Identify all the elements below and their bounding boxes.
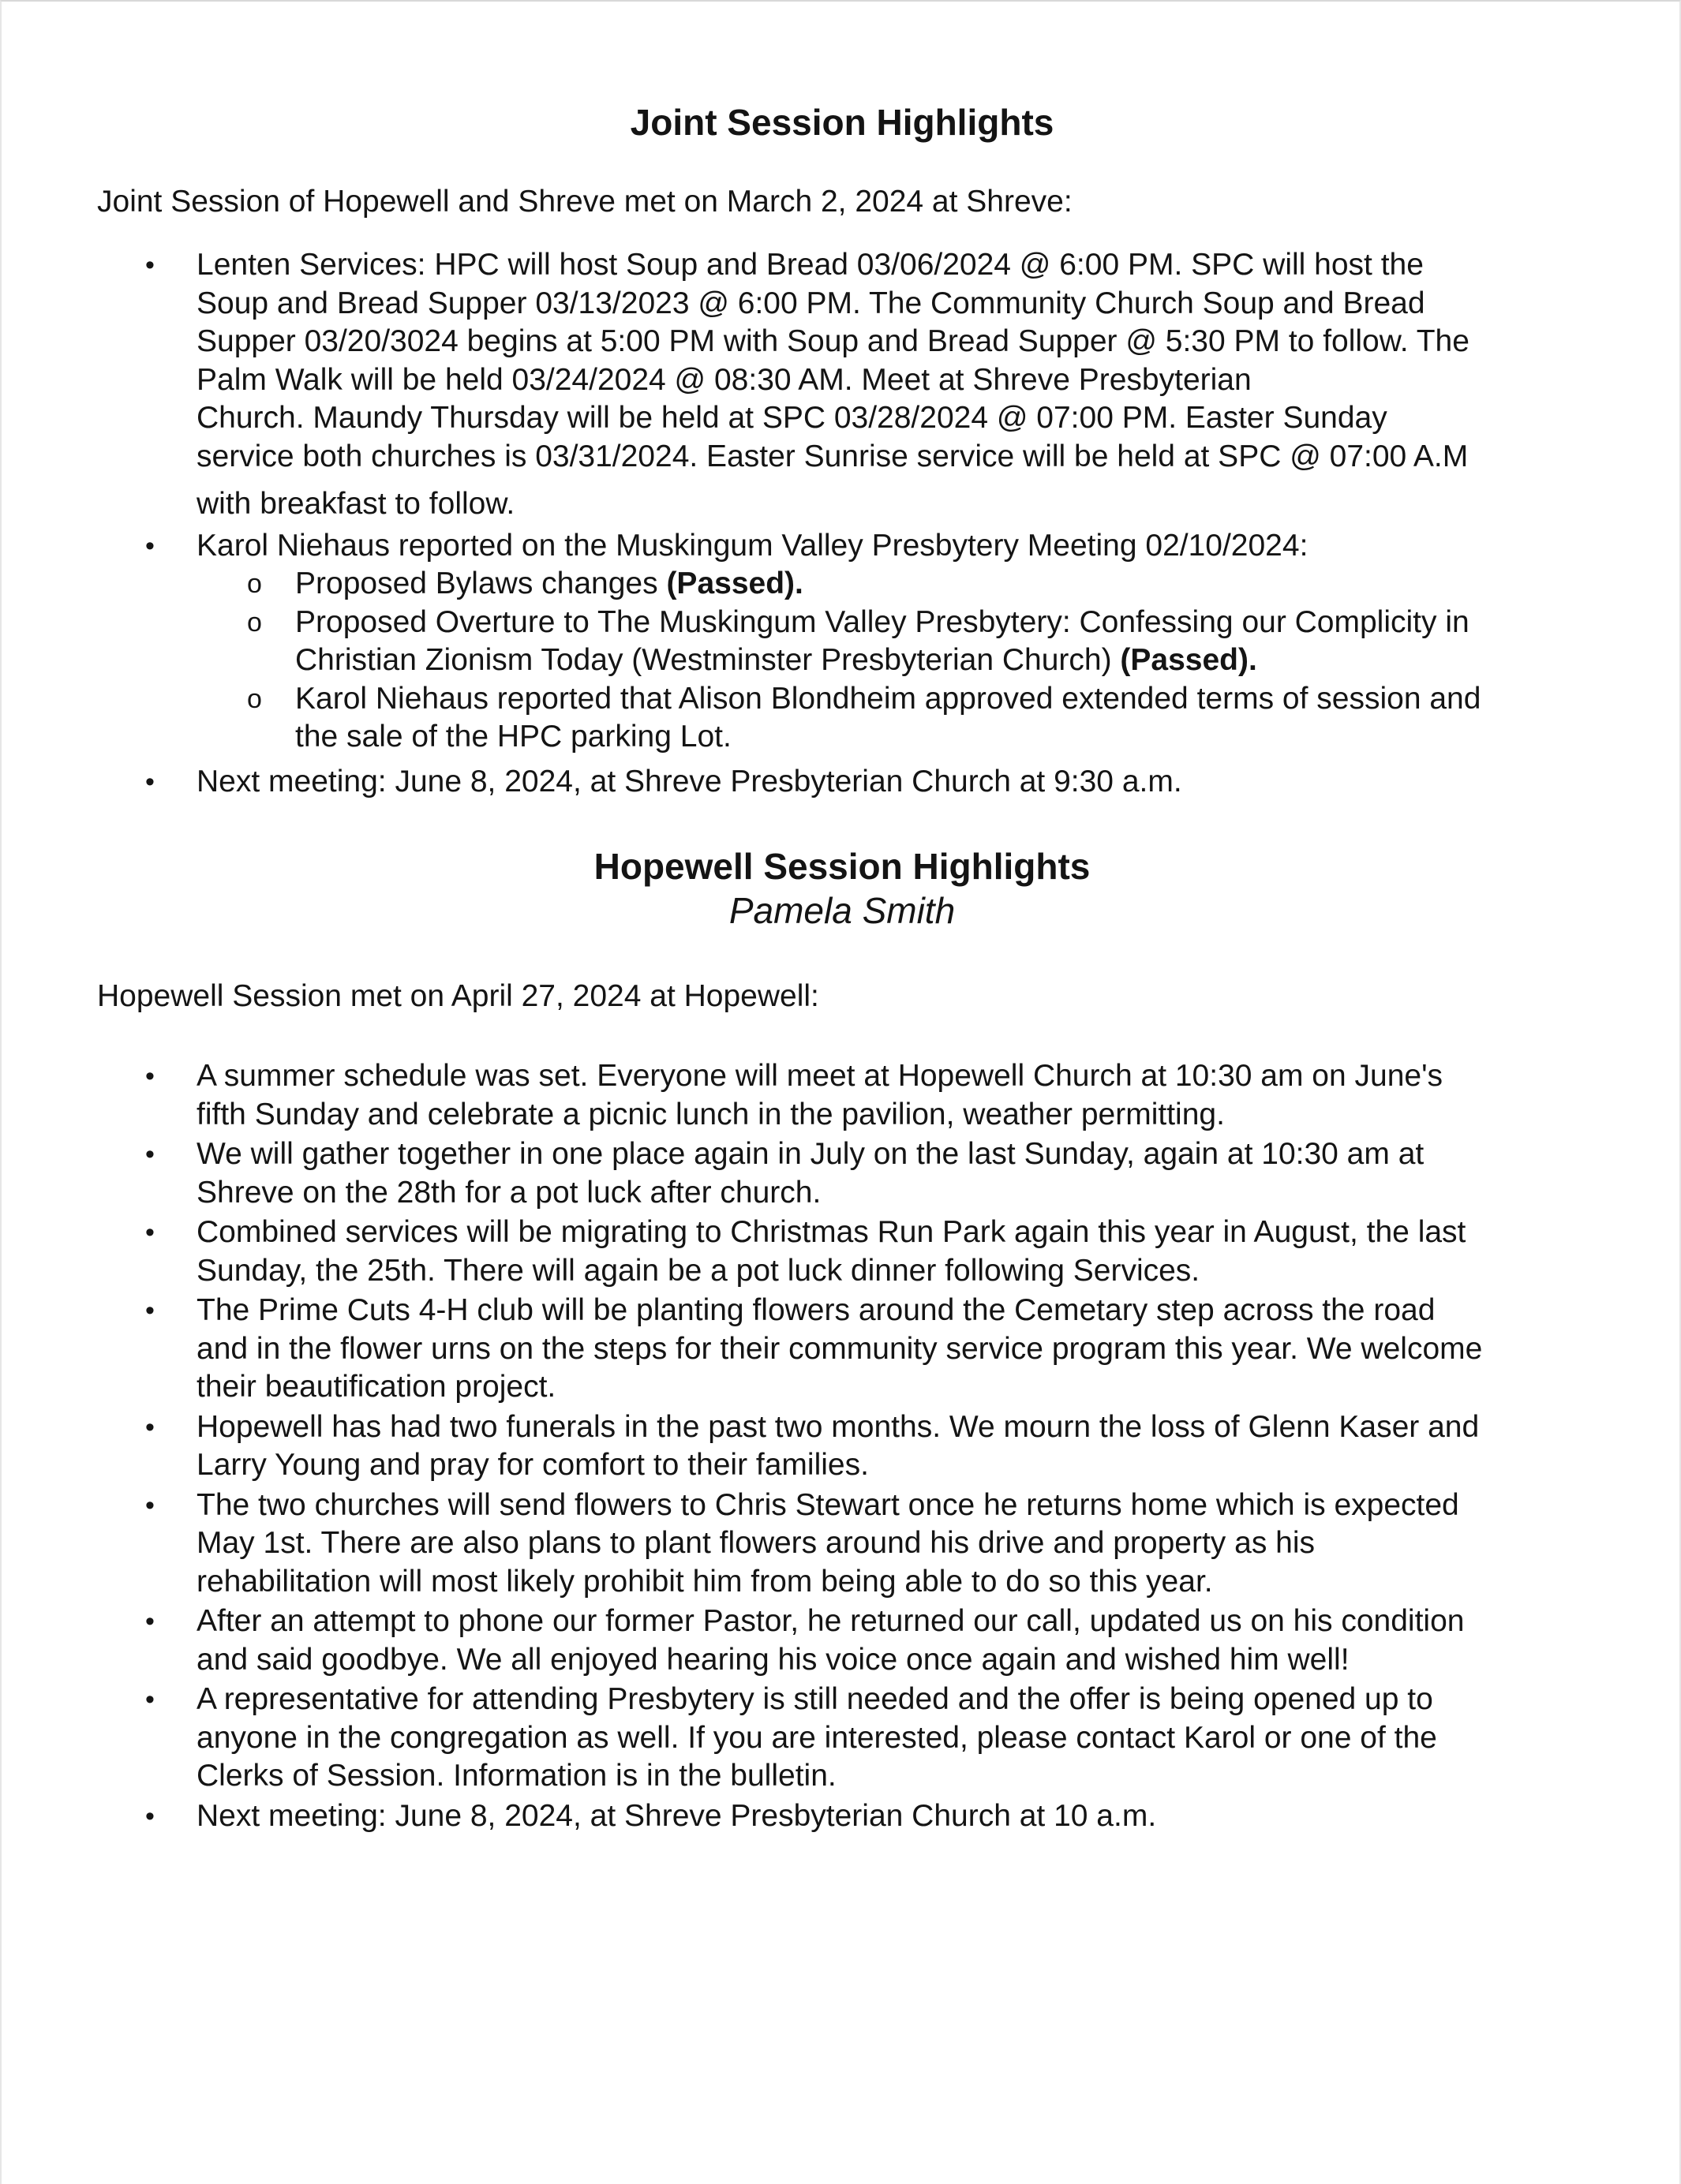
- sublist-item: [196, 680, 1596, 757]
- hopewell-author: Pamela Smith: [728, 890, 956, 931]
- hopewell-list-item: [2, 1408, 1681, 1485]
- list-item-line: May 1st. There are also plans to plant flowers around his drive and property as his: [197, 1526, 1316, 1560]
- lenten-line: Lenten Services: HPC will host Soup and Bread 03/06/2024 @ 6:00 PM. SPC will host the: [197, 248, 1424, 282]
- next-meeting-text: Next meeting: June 8, 2024, at Shreve Presbyterian Church at 9:30 a.m.: [197, 764, 1182, 798]
- hopewell-list-item: [2, 1797, 1681, 1836]
- hopewell-list-item: [2, 1292, 1681, 1407]
- hopewell-list-item: [2, 1681, 1681, 1796]
- list-item-line: rehabilitation will most likely prohibit him from being able to do so this year.: [197, 1564, 1213, 1599]
- joint-session-intro: Joint Session of Hopewell and Shreve met on March 2, 2024 at Shreve:: [97, 185, 1073, 219]
- list-item-line: A representative for attending Presbytery is still needed and the offer is being opened up to: [197, 1682, 1433, 1716]
- list-item-line: fifth Sunday and celebrate a picnic lunch in the pavilion, weather permitting.: [197, 1097, 1225, 1131]
- lenten-line: Palm Walk will be held 03/24/2024 @ 08:30 AM. Meet at Shreve Presbyterian: [197, 362, 1252, 397]
- hopewell-session-intro: Hopewell Session met on April 27, 2024 at Hopewell:: [97, 979, 819, 1013]
- list-item-line: Shreve on the 28th for a pot luck after church.: [197, 1175, 822, 1210]
- bullet-icon: •: [145, 1412, 155, 1442]
- list-item-line: Combined services will be migrating to Christmas Run Park again this year in August, the last: [197, 1215, 1466, 1249]
- list-item-line: The Prime Cuts 4-H club will be planting flowers around the Cemetary step across the road: [197, 1293, 1436, 1327]
- sub-item-text: Christian Zionism Today (Westminster Presbyterian Church): [295, 643, 1121, 677]
- list-item-line: Next meeting: June 8, 2024, at Shreve Presbyterian Church at 10 a.m.: [197, 1798, 1157, 1833]
- joint-next-meeting-item: [2, 763, 1681, 802]
- circle-bullet-icon: o: [247, 683, 262, 714]
- sub-item-text: Proposed Overture to The Muskingum Valley Presbytery: Confessing our Complicity in: [295, 604, 1469, 639]
- hopewell-session-title: Hopewell Session Highlights: [593, 846, 1091, 887]
- list-item-line: Hopewell has had two funerals in the past two months. We mourn the loss of Glenn Kaser and: [197, 1409, 1480, 1444]
- hopewell-session-list: [2, 1057, 1681, 1835]
- list-item-line: and in the flower urns on the steps for their community service program this year. We welcome: [197, 1331, 1483, 1366]
- hopewell-list-item: [2, 1487, 1681, 1602]
- bullet-icon: •: [145, 1139, 155, 1169]
- bullet-icon: •: [145, 1685, 155, 1715]
- bullet-icon: •: [145, 1606, 155, 1636]
- sub-item-text: Proposed Bylaws changes: [295, 567, 667, 600]
- lenten-line: service both churches is 03/31/2024. Easter Sunrise service will be held at SPC @ 07:00 A.M: [197, 439, 1469, 473]
- list-item-line: The two churches will send flowers to Chris Stewart once he returns home which is expected: [197, 1487, 1459, 1522]
- bullet-icon: •: [145, 250, 155, 280]
- lenten-line: Soup and Bread Supper 03/13/2023 @ 6:00 PM. The Community Church Soup and Bread: [197, 286, 1425, 320]
- sub-item-text: the sale of the HPC parking Lot.: [295, 720, 732, 754]
- hopewell-list-item: [2, 1602, 1681, 1679]
- presbytery-report-text: Karol Niehaus reported on the Muskingum Valley Presbytery Meeting 02/10/2024:: [197, 528, 1308, 563]
- list-item-line: We will gather together in one place again in July on the last Sunday, again at 10:30 am at: [197, 1137, 1425, 1171]
- sublist-item: [196, 565, 1596, 604]
- list-item-line: Sunday, the 25th. There will again be a pot luck dinner following Services.: [197, 1253, 1200, 1288]
- sublist-item: [196, 604, 1596, 680]
- presbytery-report-item: [2, 527, 1681, 757]
- presbytery-sublist: [197, 565, 1596, 757]
- circle-bullet-icon: o: [247, 607, 262, 638]
- list-item-line: Clerks of Session. Information is in the bulletin.: [197, 1759, 837, 1793]
- circle-bullet-icon: o: [247, 569, 262, 599]
- joint-session-title: Joint Session Highlights: [630, 102, 1054, 143]
- joint-session-list: [2, 246, 1681, 801]
- passed-label: (Passed).: [1120, 643, 1257, 677]
- bullet-icon: •: [145, 530, 155, 561]
- bullet-icon: •: [145, 1296, 155, 1326]
- hopewell-list-item: [2, 1214, 1681, 1290]
- lenten-services-item: [2, 246, 1681, 524]
- sub-item-text: Karol Niehaus reported that Alison Blondheim approved extended terms of session and: [295, 681, 1481, 716]
- lenten-line: Church. Maundy Thursday will be held at SPC 03/28/2024 @ 07:00 PM. Easter Sunday: [197, 401, 1387, 435]
- hopewell-list-item: [2, 1135, 1681, 1212]
- list-item-line: A summer schedule was set. Everyone will meet at Hopewell Church at 10:30 am on June's: [197, 1059, 1443, 1093]
- lenten-line: with breakfast to follow.: [197, 487, 515, 521]
- list-item-line: and said goodbye. We all enjoyed hearing his voice once again and wished him well!: [197, 1642, 1350, 1677]
- list-item-line: After an attempt to phone our former Pastor, he returned our call, updated us on his condition: [197, 1604, 1465, 1638]
- bullet-icon: •: [145, 1801, 155, 1831]
- bullet-icon: •: [145, 1490, 155, 1520]
- list-item-line: their beautification project.: [197, 1370, 556, 1404]
- list-item-line: anyone in the congregation as well. If you are interested, please contact Karol or one of the: [197, 1720, 1437, 1755]
- list-item-line: Larry Young and pray for comfort to their families.: [197, 1448, 869, 1482]
- bullet-icon: •: [145, 1061, 155, 1091]
- passed-label: (Passed).: [666, 567, 803, 600]
- hopewell-list-item: [2, 1057, 1681, 1134]
- bullet-icon: •: [145, 1217, 155, 1247]
- bullet-icon: •: [145, 766, 155, 797]
- lenten-line: Supper 03/20/3024 begins at 5:00 PM with Soup and Bread Supper @ 5:30 PM to follow. The: [197, 324, 1469, 358]
